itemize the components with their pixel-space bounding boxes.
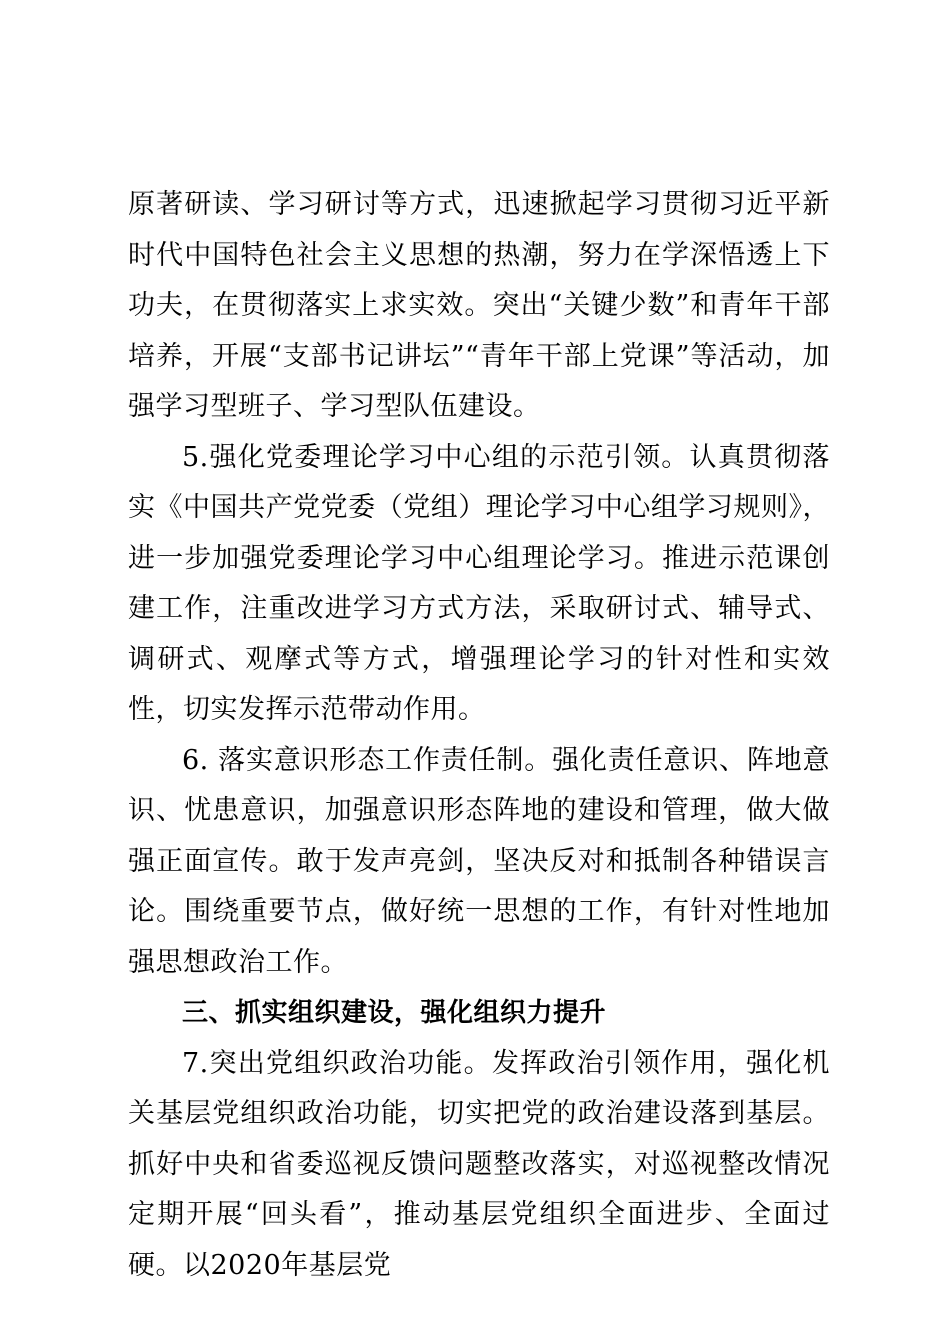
paragraph-item-7: 7.突出党组织政治功能。发挥政治引领作用，强化机关基层党组织政治功能，切实把党的政治建设落到基层。抓好中央和省委巡视反馈问题整改落实，对巡视整改情况定期开展“回头看”，推动基层党组织全面进步、全面过硬。以2020年基层党	[128, 1047, 830, 1281]
document-body	[128, 180, 830, 1291]
paragraph-item-5: 5.强化党委理论学习中心组的示范引领。认真贯彻落实《中国共产党党委（党组）理论学习中心组学习规则》，进一步加强党委理论学习中心组理论学习。推进示范课创建工作，注重改进学习方式方法，采取研讨式、辅导式、调研式、观摩式等方式，增强理论学习的针对性和实效性，切实发挥示范带动作用。	[128, 441, 830, 725]
section-heading-3: 三、抓实组织建设，强化组织力提升	[182, 998, 607, 1028]
paragraph-item-6: 6. 落实意识形态工作责任制。强化责任意识、阵地意识、忧患意识，加强意识形态阵地的建设和管理，做大做强正面宣传。敢于发声亮剑，坚决反对和抵制各种错误言论。围绕重要节点，做好统一思想的工作，有针对性地加强思想政治工作。	[128, 744, 830, 978]
paragraph-continuation: 原著研读、学习研讨等方式，迅速掀起学习贯彻习近平新时代中国特色社会主义思想的热潮，努力在学深悟透上下功夫，在贯彻落实上求实效。突出“关键少数”和青年干部培养，开展“支部书记讲坛”“青年干部上党课”等活动，加强学习型班子、学习型队伍建设。	[128, 189, 830, 422]
